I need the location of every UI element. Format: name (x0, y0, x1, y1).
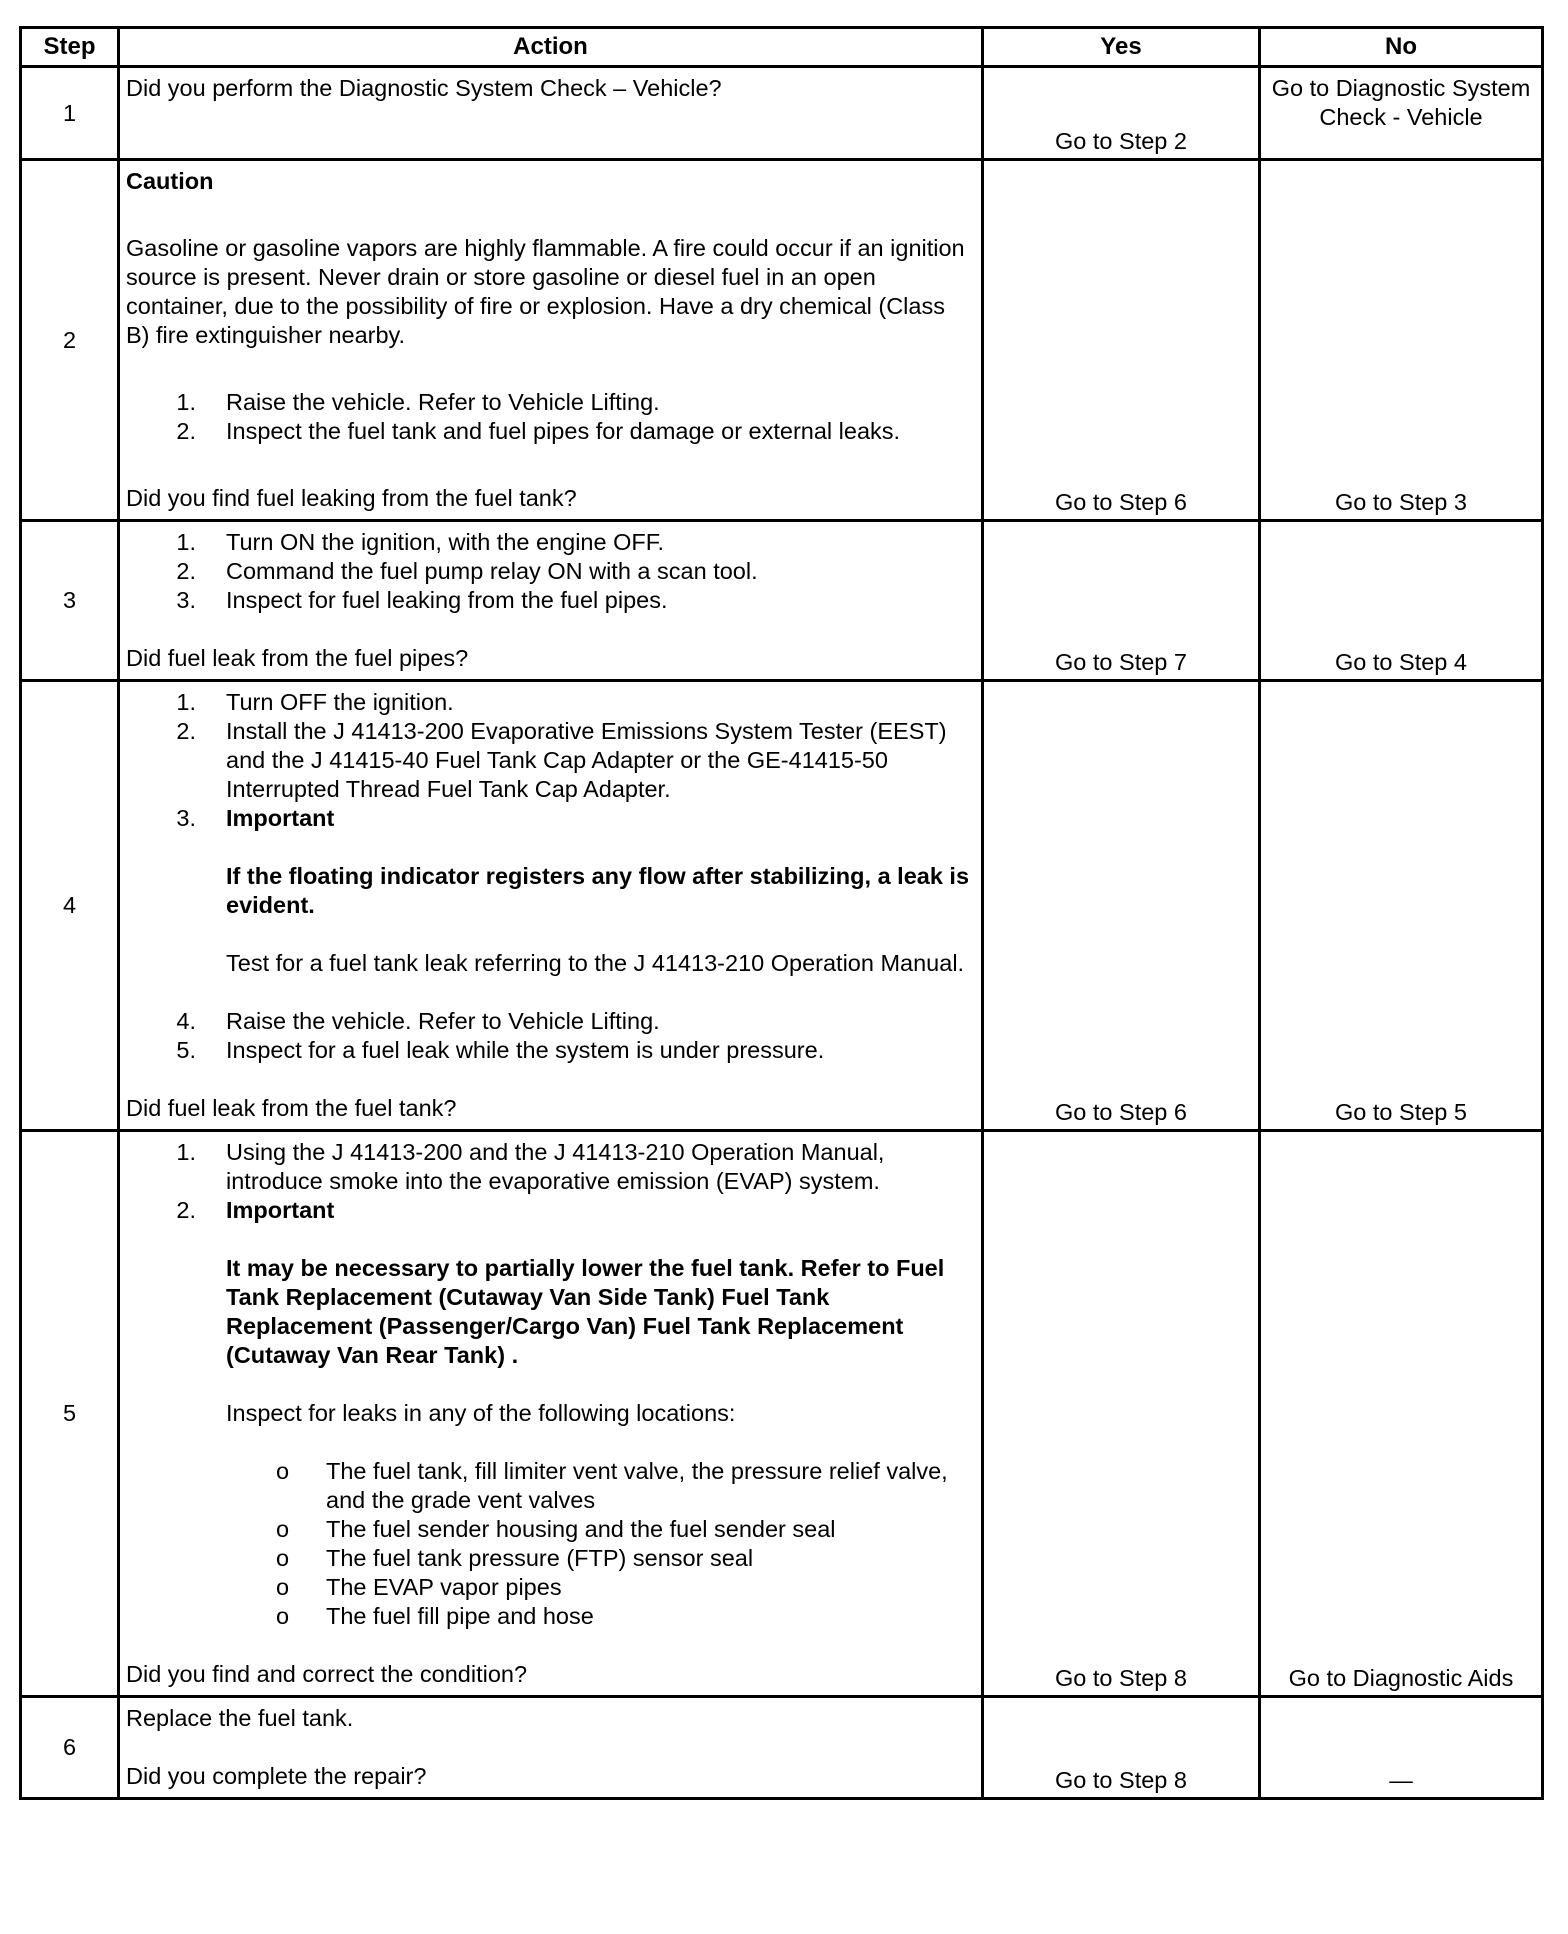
action-cell (119, 681, 983, 1131)
table-row (21, 1131, 1543, 1697)
yes-cell: Go to Step 2 (983, 67, 1260, 160)
question-text: Did you perform the Diagnostic System Check – Vehicle? (126, 75, 722, 101)
list-item: 2. Important (126, 1196, 973, 1225)
list-item: 2. Inspect the fuel tank and fuel pipes for damage or external leaks. (176, 418, 901, 444)
table-row (21, 521, 1543, 681)
step-number: 4 (21, 681, 119, 1131)
no-cell: Go to Step 4 (1260, 521, 1543, 681)
step-number: 3 (21, 521, 119, 681)
test-text: Test for a fuel tank leak referring to the J 41413-210 Operation Manual. (226, 950, 965, 976)
step-number: 5 (21, 1131, 119, 1697)
diagnostic-table (19, 26, 1544, 1800)
header-step: Step (21, 28, 119, 67)
step-number: 6 (21, 1697, 119, 1799)
header-no: No (1260, 28, 1543, 67)
table-row (21, 681, 1543, 1131)
yes-cell: Go to Step 6 (983, 681, 1260, 1131)
important-label: Important (226, 1197, 335, 1223)
table-row (21, 1697, 1543, 1799)
header-yes: Yes (983, 28, 1260, 67)
yes-cell: Go to Step 7 (983, 521, 1260, 681)
list-item: 3. Important (126, 804, 973, 833)
action-cell (119, 1697, 983, 1799)
list-item: o The fuel fill pipe and hose (276, 1603, 594, 1629)
list-item: 1. Using the J 41413-200 and the J 41413-210 Operation Manual, introduce smoke into the evaporative emission (EVAP) system. (176, 1139, 885, 1194)
table-row (21, 67, 1543, 160)
list-item: o The EVAP vapor pipes (276, 1574, 562, 1600)
procedure-list (126, 688, 973, 833)
caution-text: Gasoline or gasoline vapors are highly flammable. A fire could occur if an ignition source is present. Never drain or store gasoline or diesel fuel in an open container, due to the possibility of fire or explosion. Have a dry chemical (Class B) fire extinguisher nearby. (126, 235, 965, 348)
caution-title: Caution (126, 168, 214, 194)
no-cell: Go to Step 5 (1260, 681, 1543, 1131)
important-text: If the floating indicator registers any flow after stabilizing, a leak is evident. (226, 863, 970, 918)
question-text: Did you find fuel leaking from the fuel tank? (126, 485, 577, 511)
procedure-list (126, 1138, 973, 1225)
yes-cell: Go to Step 6 (983, 160, 1260, 521)
important-label: Important (226, 805, 335, 831)
list-item: 1. Turn OFF the ignition. (176, 689, 454, 715)
action-cell (119, 160, 983, 521)
question-text: Did you complete the repair? (126, 1763, 427, 1789)
list-item: 2. Install the J 41413-200 Evaporative Emissions System Tester (EEST) and the J 41415-40 Fuel Tank Cap Adapter or the GE-41415-50 Interrupted Thread Fuel Tank Cap Adapter. (176, 718, 947, 802)
list-item: 1. Turn ON the ignition, with the engine OFF. (176, 529, 665, 555)
procedure-list (126, 528, 973, 615)
no-cell: Go to Diagnostic Aids (1260, 1131, 1543, 1697)
header-action: Action (119, 28, 983, 67)
location-list (126, 1457, 973, 1631)
action-text: Replace the fuel tank. (126, 1705, 354, 1731)
table-row (21, 160, 1543, 521)
yes-cell: Go to Step 8 (983, 1697, 1260, 1799)
no-cell: — (1260, 1697, 1543, 1799)
action-cell (119, 521, 983, 681)
question-text: Did you find and correct the condition? (126, 1661, 528, 1687)
list-item: 3. Inspect for fuel leaking from the fuel pipes. (176, 587, 668, 613)
step-number: 1 (21, 67, 119, 160)
no-cell: Go to Diagnostic System Check - Vehicle (1260, 67, 1543, 160)
header-row (21, 28, 1543, 67)
bullet-icon: o (276, 1458, 290, 1484)
important-text: It may be necessary to partially lower the fuel tank. Refer to Fuel Tank Replacement (Cutaway Van Side Tank) Fuel Tank Replacement (Passenger/Cargo Van) Fuel Tank Replacement (Cutaway Van Rear Tank) . (226, 1255, 945, 1368)
inspect-text: Inspect for leaks in any of the following locations: (226, 1400, 736, 1426)
question-text: Did fuel leak from the fuel pipes? (126, 645, 469, 671)
bullet-icon: o (276, 1574, 290, 1600)
list-item: 2. Command the fuel pump relay ON with a scan tool. (176, 558, 758, 584)
procedure-list (126, 388, 973, 446)
action-cell (119, 1131, 983, 1697)
bullet-icon: o (276, 1603, 290, 1629)
step-number: 2 (21, 160, 119, 521)
list-item: o The fuel tank pressure (FTP) sensor seal (276, 1545, 754, 1571)
procedure-list (126, 1007, 973, 1065)
list-item: 5. Inspect for a fuel leak while the system is under pressure. (176, 1037, 825, 1063)
bullet-icon: o (276, 1545, 290, 1571)
yes-cell: Go to Step 8 (983, 1131, 1260, 1697)
list-item: 1. Raise the vehicle. Refer to Vehicle Lifting. (176, 389, 660, 415)
list-item: o The fuel tank, fill limiter vent valve, the pressure relief valve, and the grade vent valves (276, 1458, 948, 1513)
list-item: o The fuel sender housing and the fuel sender seal (276, 1516, 836, 1542)
list-item: 4. Raise the vehicle. Refer to Vehicle Lifting. (176, 1008, 660, 1034)
question-text: Did fuel leak from the fuel tank? (126, 1095, 457, 1121)
no-cell: Go to Step 3 (1260, 160, 1543, 521)
action-cell (119, 67, 983, 160)
bullet-icon: o (276, 1516, 290, 1542)
